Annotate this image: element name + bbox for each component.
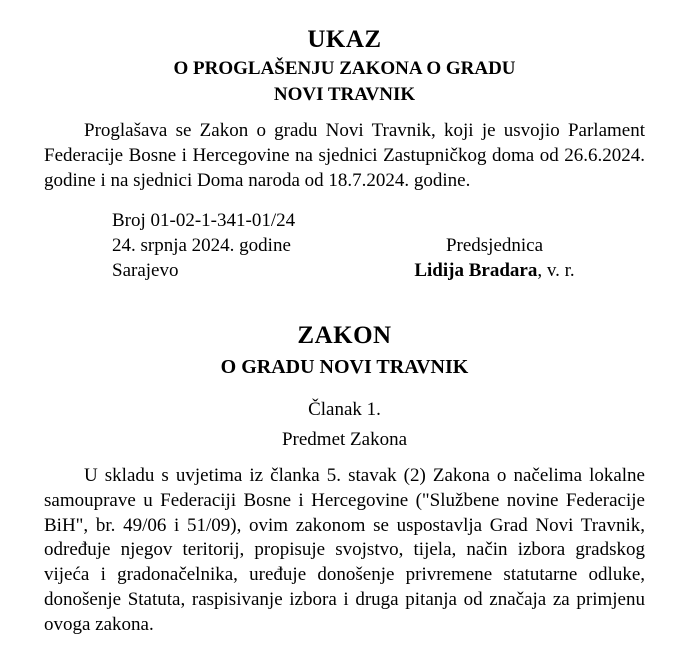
partial-top-line <box>44 8 645 18</box>
decree-signature-block <box>44 209 645 283</box>
law-title: ZAKON <box>297 322 392 350</box>
signatory-role: Predsjednica <box>445 235 544 256</box>
decree-subtitle-line-2: NOVI TRAVNIK <box>273 83 416 105</box>
decree-title: UKAZ <box>307 26 382 53</box>
article-name: Predmet Zakona <box>281 429 408 451</box>
decree-date-signatory-row <box>44 234 645 283</box>
signatory-line <box>344 259 645 284</box>
decree-date: 24. srpnja 2024. godine <box>112 235 291 256</box>
decree-paragraph: Proglašava se Zakon o gradu Novi Travnik, koji je usvojio Parlament Federacije Bosne i Hercegovine na sjednici Zastupničkog doma od 26.6.2024. godine i na sjednici Doma naroda od 18.7.2024. godine. <box>44 120 645 191</box>
decree-place: Sarajevo <box>112 259 179 281</box>
signatory-name: Lidija Bradara <box>414 259 538 281</box>
law-subtitle: O GRADU NOVI TRAVNIK <box>220 356 469 379</box>
decree-subtitle-line-1: O PROGLAŠENJU ZAKONA O GRADU <box>173 57 516 79</box>
article-paragraph: U skladu s uvjetima iz članka 5. stavak (2) Zakona o načelima lokalne samouprave u Federaciji Bosne i Hercegovine ("Službene novine Federacije BiH", br. 49/06 i 51/09), ovim zakonom se uspostavlja Grad Novi Travnik, određuje njegov teritorij, propisuje svojstvo, tijela, način izbora gradskog vijeća i gradonačelnika, uređuje donošenje privremene statutarne odluke, donošenje Statuta, raspisivanje izbora i druga pitanja od značaja za primjenu ovoga zakona. <box>44 465 645 635</box>
decree-number: Broj 01-02-1-341-01/24 <box>112 210 296 232</box>
decree-signatory-column <box>344 234 645 283</box>
article-number: Članak 1. <box>308 399 381 421</box>
decree-date-place-column <box>44 234 344 283</box>
signatory-suffix: , v. r. <box>537 259 575 281</box>
